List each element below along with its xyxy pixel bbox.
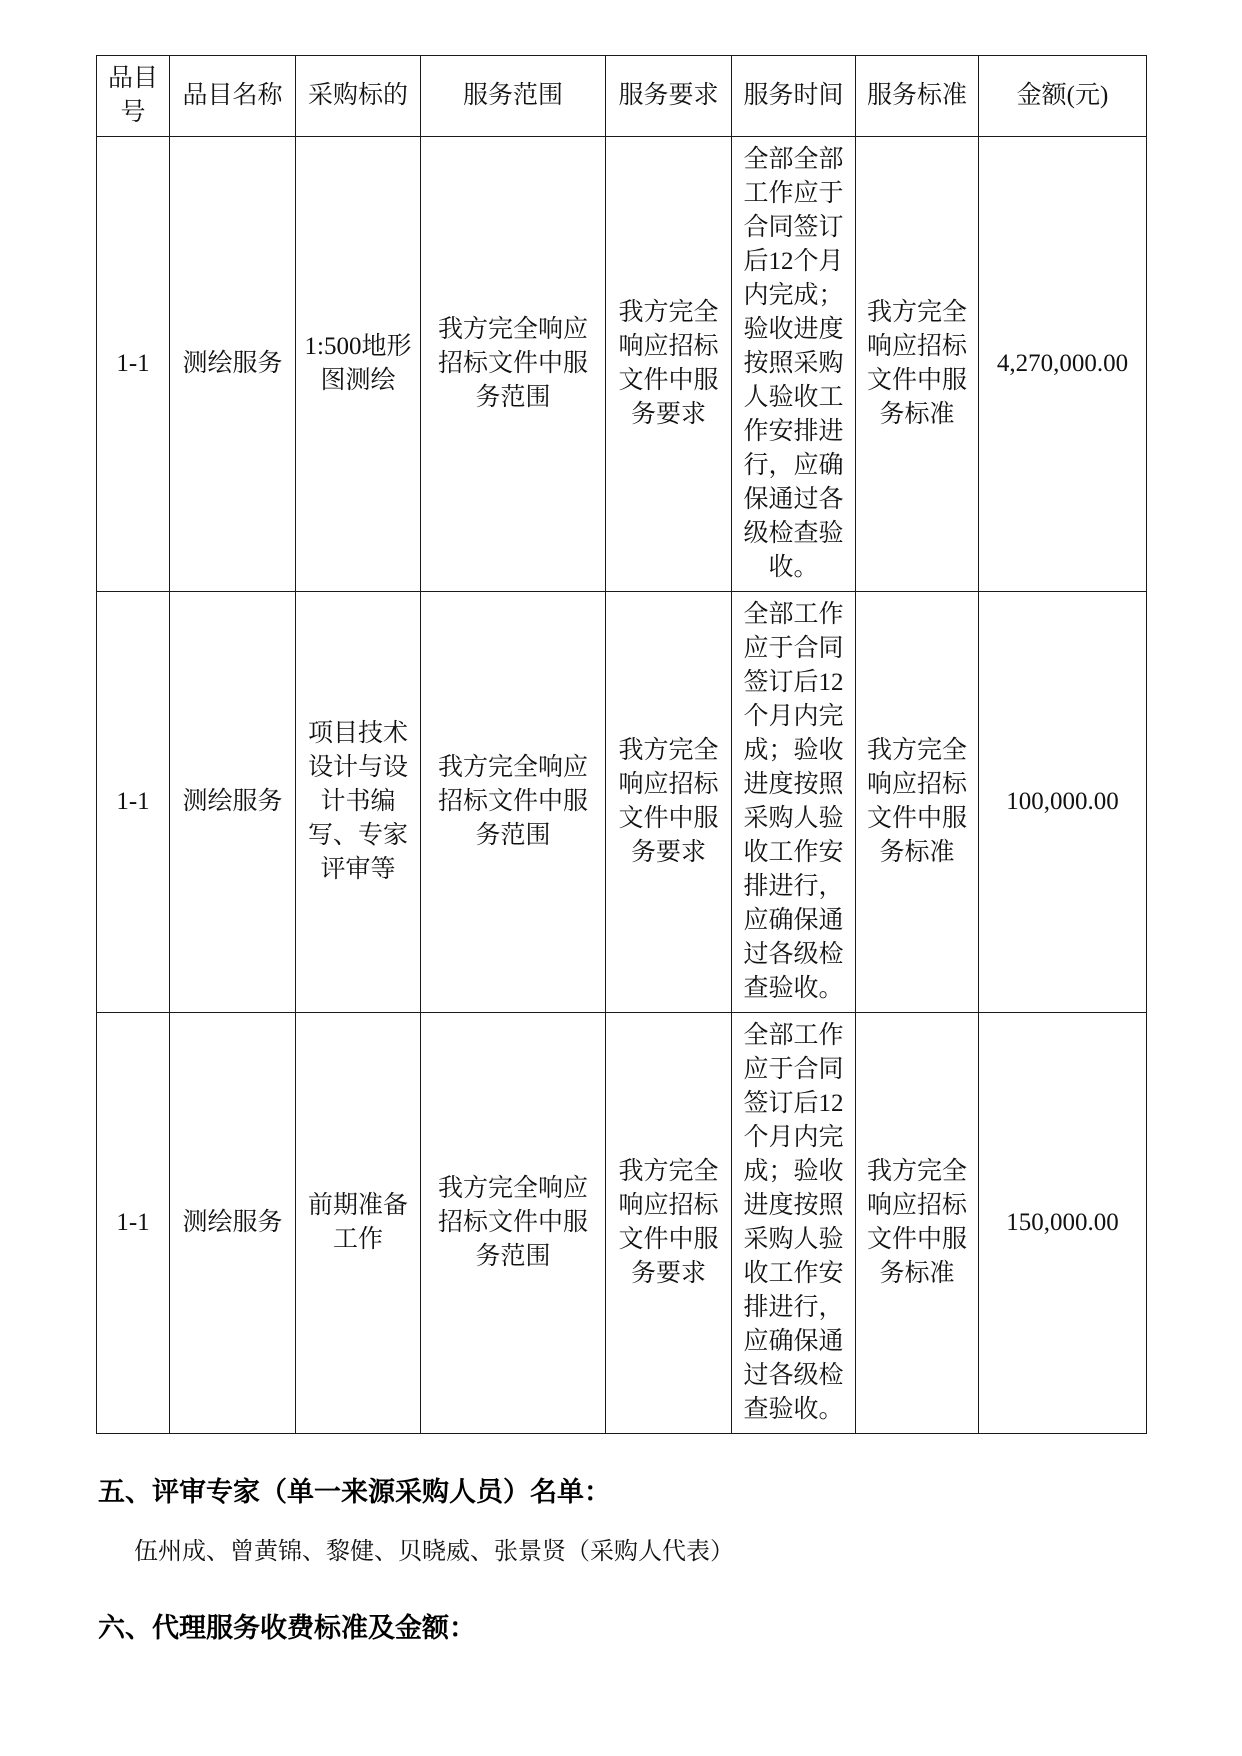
cell-item-no: 1-1: [97, 1013, 170, 1434]
cell-amount: 4,270,000.00: [979, 137, 1147, 592]
cell-item-name: 测绘服务: [170, 1013, 296, 1434]
cell-time: 全部工作应于合同签订后12个月内完成；验收进度按照采购人验收工作安排进行，应确保通过各级检查验收。: [732, 592, 856, 1013]
section-heading-expert-list: 五、评审专家（单一来源采购人员）名单：: [98, 1477, 611, 1507]
cell-target: 前期准备工作: [296, 1013, 421, 1434]
cell-requirement: 我方完全响应招标文件中服务要求: [606, 592, 732, 1013]
cell-requirement: 我方完全响应招标文件中服务要求: [606, 137, 732, 592]
header-amount: 金额(元): [979, 56, 1147, 137]
cell-standard: 我方完全响应招标文件中服务标准: [856, 1013, 979, 1434]
cell-time: 全部全部工作应于合同签订后12个月内完成；验收进度按照采购人验收工作安排进行，应确保通过各级检查验收。: [732, 137, 856, 592]
cell-amount: 150,000.00: [979, 1013, 1147, 1434]
cell-item-name: 测绘服务: [170, 137, 296, 592]
cell-target: 项目技术设计与设计书编写、专家评审等: [296, 592, 421, 1013]
table-row: [97, 137, 1147, 592]
section-heading-agency-fee: 六、代理服务收费标准及金额：: [98, 1613, 476, 1643]
table-row: [97, 1013, 1147, 1434]
cell-item-no: 1-1: [97, 137, 170, 592]
cell-standard: 我方完全响应招标文件中服务标准: [856, 592, 979, 1013]
header-scope: 服务范围: [421, 56, 606, 137]
cell-item-no: 1-1: [97, 592, 170, 1013]
expert-names: 伍州成、曾黄锦、黎健、贝晓威、张景贤（采购人代表）: [134, 1539, 734, 1565]
header-requirement: 服务要求: [606, 56, 732, 137]
cell-requirement: 我方完全响应招标文件中服务要求: [606, 1013, 732, 1434]
cell-scope: 我方完全响应招标文件中服务范围: [421, 592, 606, 1013]
header-time: 服务时间: [732, 56, 856, 137]
table-header-row: [97, 56, 1147, 137]
header-item-name: 品目名称: [170, 56, 296, 137]
header-item-no: 品目号: [97, 56, 170, 137]
cell-item-name: 测绘服务: [170, 592, 296, 1013]
cell-amount: 100,000.00: [979, 592, 1147, 1013]
cell-scope: 我方完全响应招标文件中服务范围: [421, 137, 606, 592]
header-standard: 服务标准: [856, 56, 979, 137]
procurement-items-table: [96, 55, 1147, 1434]
header-target: 采购标的: [296, 56, 421, 137]
cell-time: 全部工作应于合同签订后12个月内完成；验收进度按照采购人验收工作安排进行，应确保通过各级检查验收。: [732, 1013, 856, 1434]
cell-scope: 我方完全响应招标文件中服务范围: [421, 1013, 606, 1434]
cell-standard: 我方完全响应招标文件中服务标准: [856, 137, 979, 592]
table-row: [97, 592, 1147, 1013]
cell-target: 1:500地形图测绘: [296, 137, 421, 592]
